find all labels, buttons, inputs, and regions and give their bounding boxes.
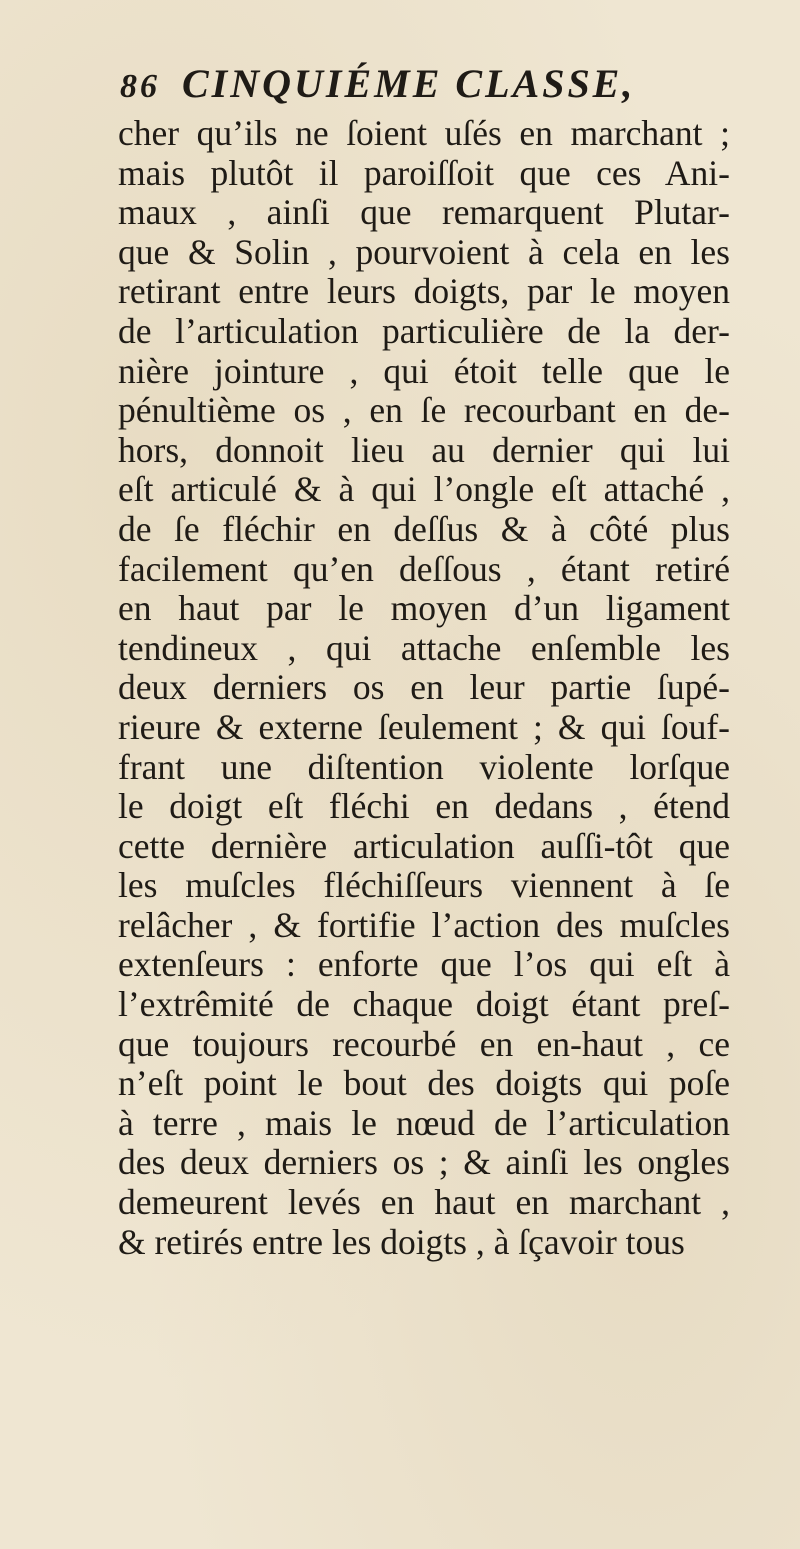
text-line: facilement qu’en deſſous , étant retiré [118,548,730,589]
text-line: maux , ainſi que remarquent Plutar- [118,192,730,233]
text-line: nière jointure , qui étoit telle que le [118,350,730,391]
text-line: deux derniers os en leur partie ſupé- [118,667,730,708]
text-line: demeurent levés en haut en marchant , [118,1182,730,1223]
text-line: le doigt eſt fléchi en dedans , étend [118,786,730,827]
text-line: les muſcles fléchiſſeurs viennent à ſe [118,865,730,906]
running-header [120,60,720,111]
text-line: en haut par le moyen d’un ligament [118,588,730,629]
text-line: de ſe fléchir en deſſus & à côté plus [118,508,730,549]
text-line: tendineux , qui attache enſemble les [118,627,730,668]
text-line: que & Solin , pourvoient à cela en les [118,231,730,272]
text-line: que toujours recourbé en en-haut , ce [118,1023,730,1064]
text-line: eſt articulé & à qui l’ongle eſt attaché , [118,469,730,510]
text-line: relâcher , & fortifie l’action des muſcles [118,904,730,945]
running-title: CINQUIÉME CLASSE, [182,61,636,106]
text-line: de l’articulation particulière de la der- [118,310,730,351]
text-line: hors, donnoit lieu au dernier qui lui [118,429,730,470]
text-line: cher qu’ils ne ſoient uſés en marchant ; [118,113,730,153]
page-number: 86 [120,68,160,105]
text-line: retirant entre leurs doigts, par le moyen [118,271,730,312]
text-line: à terre , mais le nœud de l’articulation [118,1102,730,1143]
text-body [118,114,730,1262]
text-line: l’extrêmité de chaque doigt étant preſ- [118,984,730,1025]
text-line: pénultième os , en ſe recourbant en de- [118,390,730,431]
text-line: rieure & externe ſeulement ; & qui ſouf- [118,706,730,747]
text-line: n’eſt point le bout des doigts qui poſe [118,1063,730,1104]
text-line: extenſeurs : enforte que l’os qui eſt à [118,944,730,985]
text-line: cette dernière articulation auſſi-tôt que [118,825,730,866]
text-line: des deux derniers os ; & ainſi les ongles [118,1142,730,1183]
text-line: frant une diſtention violente lorſque [118,746,730,787]
text-line: mais plutôt il paroiſſoit que ces Ani- [118,152,730,193]
text-line: & retirés entre les doigts , à ſçavoir tous [118,1221,685,1262]
